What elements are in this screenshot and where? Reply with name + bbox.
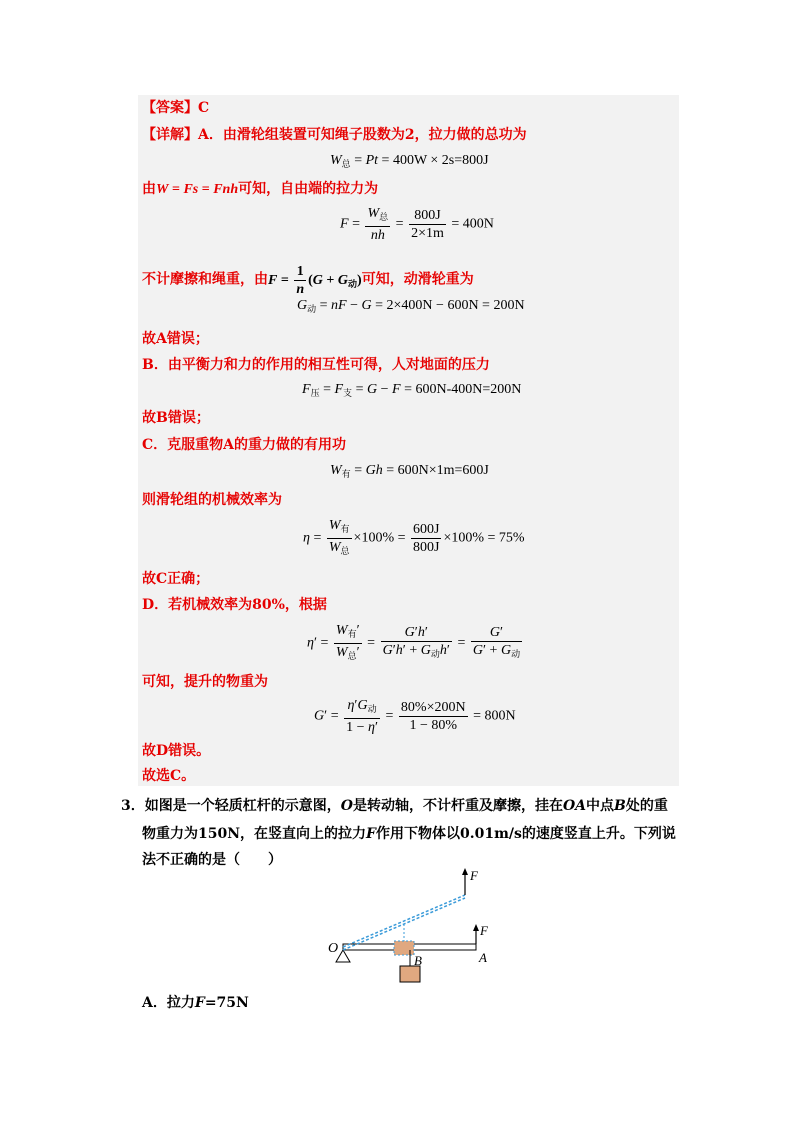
C-correct: 故C正确； xyxy=(142,571,210,587)
raised-weight xyxy=(394,941,414,955)
option-A: A．拉力F=75N xyxy=(142,995,249,1011)
eq-F: F = $\frac{W_总}{nh}$ = $\frac{800J}{2\times 1m}$ = 400N xyxy=(340,206,494,243)
B-wrong: 故B错误； xyxy=(142,410,210,426)
eq-G-moving: $G_动$ = nF − G = 2×400N − 600N = 200N xyxy=(297,298,525,314)
D-text: D．若机械效率为80%，根据 xyxy=(142,597,327,613)
eq-W-total: $W_总 = Pt = 400W \times 2s=800J$ xyxy=(330,153,489,169)
C-text: C．克服重物A的重力做的有用功 xyxy=(142,437,347,453)
knowable-text: 可知，提升的物重为 xyxy=(142,674,268,690)
tilted-lever-top xyxy=(343,895,465,947)
force-right-arrowhead xyxy=(473,924,479,931)
weight-block xyxy=(400,966,420,982)
label-F-top: F xyxy=(470,868,478,883)
question3-line3: 法不正确的是（ ） xyxy=(142,852,282,868)
label-F-right: F xyxy=(480,923,488,938)
detail-A: 【详解】A．由滑轮组装置可知绳子股数为2，拉力做的总功为 xyxy=(142,127,527,143)
B-text: B．由平衡力和力的作用的相互性可得，人对地面的压力 xyxy=(142,357,490,373)
force-top-arrowhead xyxy=(462,868,468,875)
label-O: O xyxy=(328,941,339,956)
eq-W-useful: $W_有 = Gh = 600N\times 1m=600J$ xyxy=(330,463,489,479)
D-wrong: 故D错误。 xyxy=(142,743,211,759)
label-B: B xyxy=(414,953,422,968)
eq-G-prime: G′ = $\frac{\eta'G_动}{1 - \eta'}$ = $\frac{80\%\times 200N}{1 - 80\%}$ = 800N xyxy=(314,698,516,735)
from-W-text: 由W = Fs = Fnh可知，自由端的拉力为 xyxy=(142,181,379,197)
A-wrong: 故A错误； xyxy=(142,331,209,347)
choose-C: 故选C。 xyxy=(142,768,196,784)
question3-line2: 物重力为150N，在竖直向上的拉力F作用下物体以0.01m/s的速度竖直上升。下列说 xyxy=(142,826,676,842)
eq-pressure: $F_压 = F_支 = G - F = 600N-400N=200N$ xyxy=(302,382,522,398)
eq-eta-prime: η′ = $\frac{W_有'}{W_总'}$ = $\frac{G'h'}{G'h' + G_动h'}$ = $\frac{G'}{G' + G_动}$ xyxy=(307,623,521,661)
label-A: A xyxy=(479,950,487,965)
eq-eta: η = $\frac{W_有}{W_总}$ ×100% = $\frac{600J}{800J}$ ×100% = 75% xyxy=(303,518,525,556)
efficiency-text: 则滑轮组的机械效率为 xyxy=(142,492,282,508)
lever-diagram xyxy=(325,862,505,987)
question3-line1: 3．如图是一个轻质杠杆的示意图，O是转动轴，不计杆重及摩擦，挂在OA中点B处的重 xyxy=(121,798,668,814)
answer-label: 【答案】C xyxy=(142,100,210,116)
no-friction-text: 不计摩擦和绳重，由F = $\frac{1}{n}$ $(G + G_动)$可知，动滑轮重为 xyxy=(142,264,474,297)
